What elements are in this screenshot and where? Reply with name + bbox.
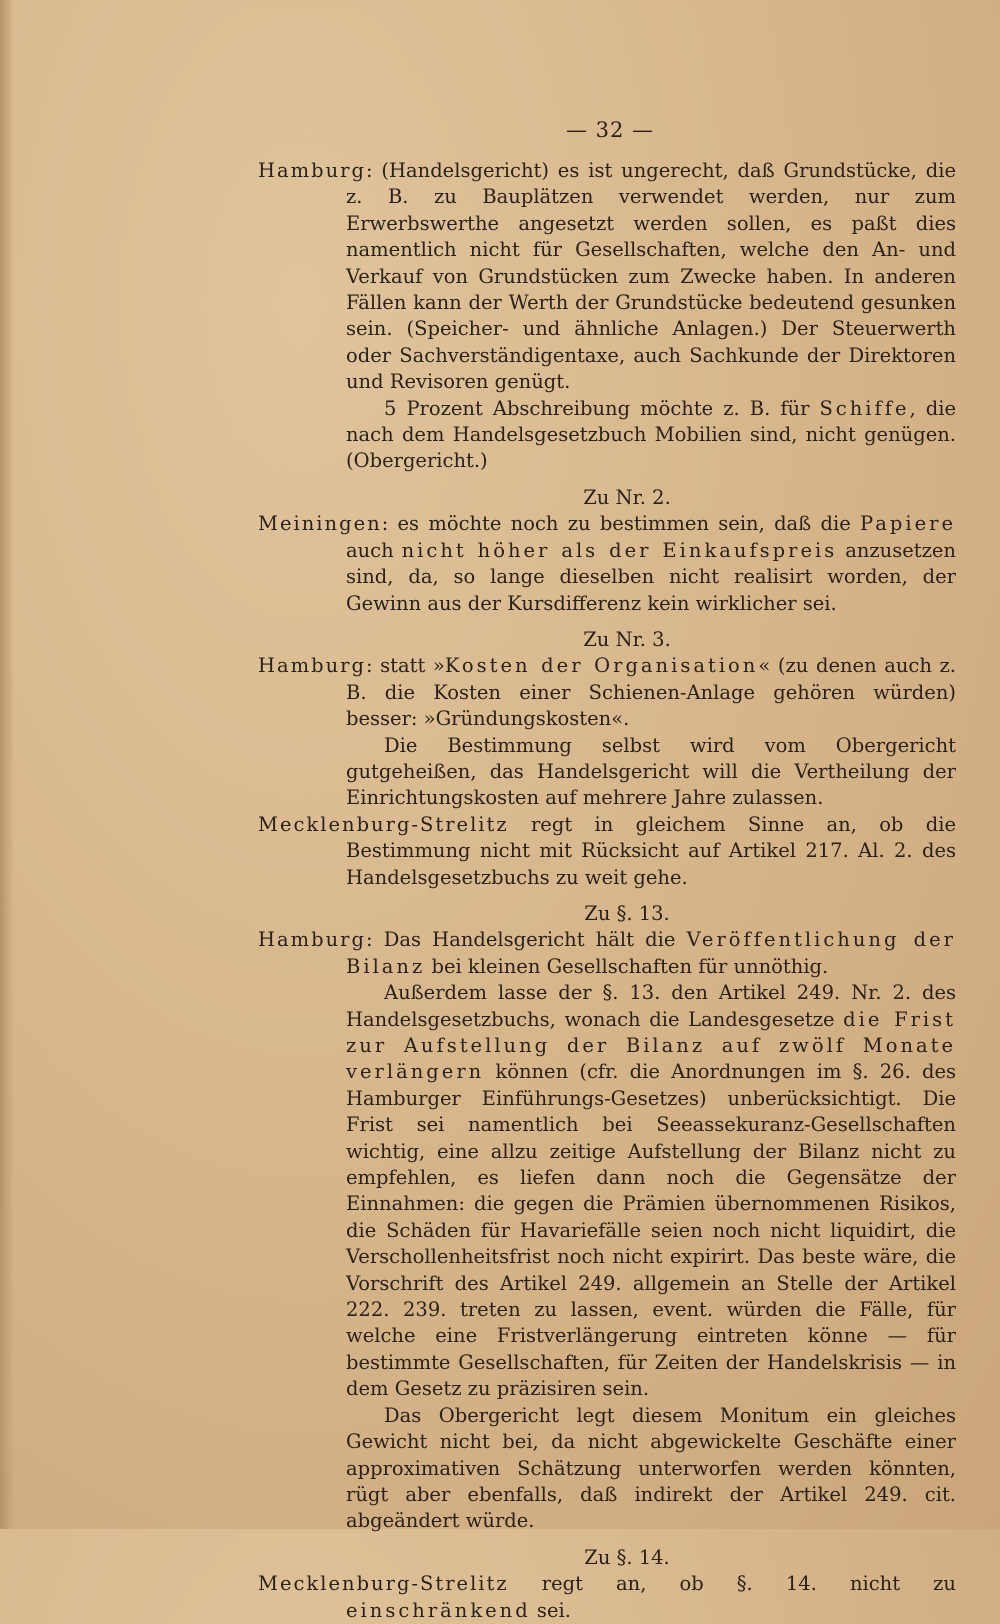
entry-paragraph (258, 396, 956, 475)
entry-paragraph: Das Obergericht legt diesem Monitum ein gleiches Gewicht nicht bei, da nicht abgewickelte Geschäfte einer approximativen Schätzung unterworfen werden könnten, rügt aber ebenfalls, daß indirekt der Artikel 249. cit. abgeändert würde. (346, 1403, 956, 1533)
paragraph-text: 5 Prozent Abschreibung möchte z. B. für (384, 396, 820, 420)
paragraph-text: , die nach dem Handelsgesetzbuch Mobilien sind, nicht genügen. (Obergericht.) (346, 396, 957, 473)
entry-hamburg-1 (258, 158, 956, 396)
page-number: — 32 — (565, 118, 655, 142)
entry-text: bei kleinen Gesellschaften für unnöthig. (425, 954, 829, 978)
speaker-name: Mecklenburg-Strelitz (258, 1572, 509, 1596)
entry-hamburg-2 (258, 653, 956, 732)
paragraph-text: Außerdem lasse der §. 13. den Artikel 249. Nr. 2. des Handelsgesetzbuchs, wonach die Landesgesetze (346, 981, 956, 1031)
entry-text: : (Handelsgericht) es ist ungerecht, daß Grundstücke, die z. B. zu Bauplätzen verwendet werden, nur zum Erwerbswerthe angesetzt werden sollen, es paßt dies namentlich nicht für Gesellschaften, welche den An- und Verkauf von Grundstücken zum Zwecke haben. In anderen Fällen kann der Werth der Grundstücke bedeutend gesunken sein. (Speicher- und ähnliche Anlagen.) Der Steuerwerth oder Sachverständigentaxe, auch Sachkunde der Direktoren und Revisoren genügt. (346, 159, 956, 394)
emphasized-text: Veröffentlichung der Bilanz (346, 928, 956, 978)
entry-meiningen (258, 511, 956, 617)
section-heading: Zu §. 13. (584, 901, 670, 925)
entry-mecklenburg-2 (258, 1571, 956, 1624)
entry-text: regt in gleichem Sinne an, ob die Bestimmung nicht mit Rücksicht auf Artikel 217. Al. 2. des Handelsgesetzbuchs zu weit gehe. (346, 812, 956, 889)
emphasized-text: Papiere (860, 512, 956, 536)
entry-text: : es möchte noch zu bestimmen sein, daß die (381, 512, 860, 536)
emphasized-text: einschränkend (346, 1598, 531, 1622)
entry-text: : statt » (365, 654, 445, 678)
emphasized-text: Schiffe (819, 396, 910, 420)
entry-text: « (zu denen auch z. B. die Kosten einer Schienen-Anlage gehören würden) besser: »Gründungskosten«. (346, 654, 956, 731)
entry-paragraph: Die Bestimmung selbst wird vom Obergericht gutgeheißen, das Handelsgericht will die Vertheilung der Einrichtungskosten auf mehrere Jahre zulassen. (346, 733, 956, 810)
page-body (258, 158, 956, 1624)
emphasized-text: die Frist zur Aufstellung der Bilanz auf zwölf Monate verlängern (346, 1007, 957, 1084)
section-heading: Zu Nr. 2. (583, 485, 671, 509)
entry-hamburg-3 (258, 927, 956, 980)
entry-paragraph (258, 980, 956, 1403)
entry-text: : Das Handelsgericht hält die (365, 928, 687, 952)
emphasized-text: nicht höher als der Einkaufspreis (401, 538, 838, 562)
speaker-name: Mecklenburg-Strelitz (258, 812, 509, 836)
entry-text: regt an, ob §. 14. nicht zu (508, 1572, 956, 1596)
entry-text: anzusetzen sind, da, so lange dieselben nicht realisirt worden, der Gewinn aus der Kursdifferenz kein wirklicher sei. (346, 538, 956, 615)
section-heading: Zu Nr. 3. (583, 627, 671, 651)
speaker-name: Hamburg (258, 654, 366, 678)
paragraph-text: können (cfr. die Anordnungen im §. 26. des Hamburger Einführungs-Gesetzes) unberücksichtigt. Die Frist sei namentlich bei Seeassekuranz-Gesellschaften wichtig, eine allzu zeitige Aufstellung der Bilanz nicht zu empfehlen, es liefen dann noch die Gegensätze der Einnahmen: die gegen die Prämien übernommenen Risikos, die Schäden für Havariefälle seien noch nicht liquidirt, die Verschollenheitsfrist noch nicht expirirt. Das beste wäre, die Vorschrift des Artikel 249. allgemein an Stelle der Artikel 222. 239. treten zu lassen, event. würden die Fälle, für welche eine Fristverlängerung eintreten könne — für bestimmte Gesellschaften, für Zeiten der Handelskrisis — in dem Gesetz zu präzisiren sein. (346, 1060, 956, 1401)
speaker-name: Meiningen (258, 512, 382, 536)
speaker-name: Hamburg (258, 159, 366, 182)
entry-text: sei. (530, 1598, 571, 1622)
entry-mecklenburg-1 (258, 812, 956, 891)
entry-text: auch (346, 538, 402, 562)
speaker-name: Hamburg (258, 928, 366, 952)
section-heading: Zu §. 14. (584, 1545, 670, 1569)
page-edge-shadow (0, 0, 14, 1529)
emphasized-text: Kosten der Organisation (444, 654, 759, 678)
